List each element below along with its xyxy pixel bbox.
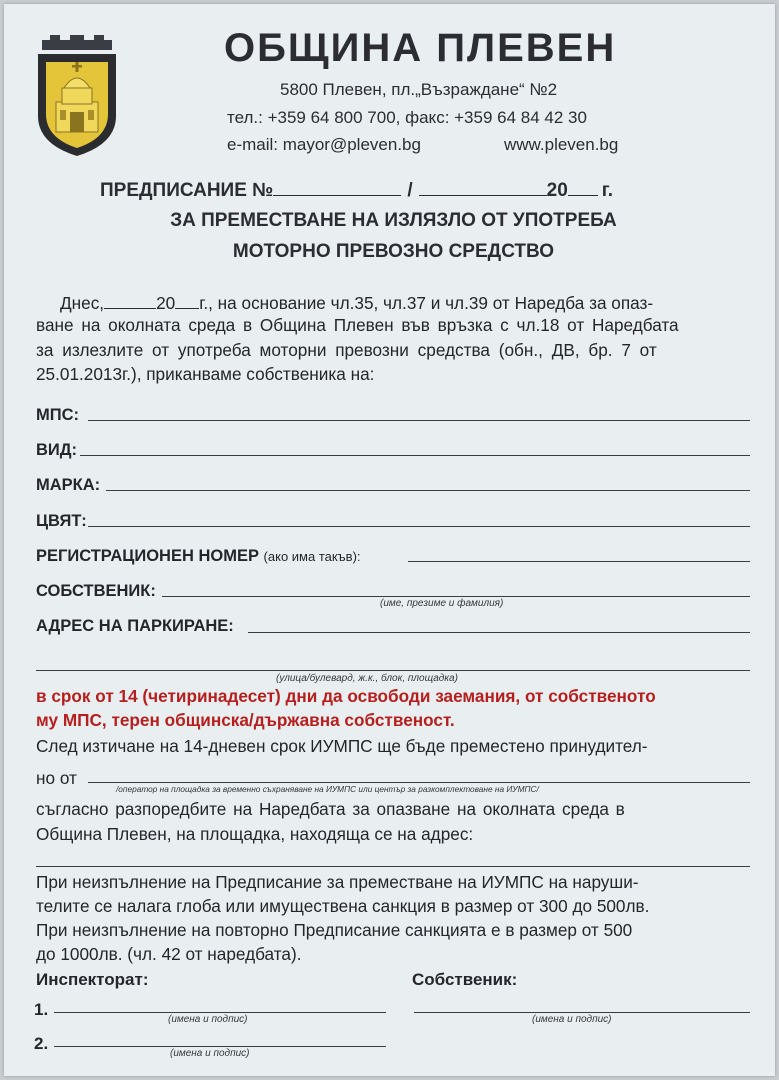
order-title-line3: МОТОРНО ПРЕВОЗНО СРЕДСТВО	[232, 241, 555, 262]
form-page	[4, 4, 775, 1076]
site-address-input-line[interactable]	[36, 866, 750, 867]
deadline-line1: в срок от 14 (четиринадесет) дни да освободи заемания, от собственото	[36, 686, 656, 706]
brand-input-line[interactable]	[106, 490, 750, 491]
pleven-coat-of-arms-icon	[34, 32, 120, 158]
intro-today: Днес,	[60, 293, 105, 313]
order-title-line2: ЗА ПРЕМЕСТВАНЕ НА ИЗЛЯЗЛО ОТ УПОТРЕБА	[170, 210, 617, 231]
type-input-line[interactable]	[80, 455, 750, 456]
operator-input-line[interactable]	[88, 782, 750, 783]
order-date-blank[interactable]	[419, 179, 547, 196]
label-parking-address: АДРЕС НА ПАРКИРАНЕ:	[36, 617, 234, 635]
municipality-name: ОБЩИНА ПЛЕВЕН	[224, 26, 617, 70]
registration-label: РЕГИСТРАЦИОНЕН НОМЕР	[36, 547, 259, 565]
penalty-line4: до 1000лв. (чл. 42 от наредбата).	[36, 944, 302, 964]
owner-hint: (име, презиме и фамилия)	[380, 598, 504, 609]
header-address: 5800 Плевен, пл.„Възраждане“ №2	[280, 80, 558, 99]
penalty-line1: При неизпълнение на Предписание за преместване на ИУМПС на наруши-	[36, 872, 639, 892]
order-title-prefix: ПРЕДПИСАНИЕ №	[100, 180, 274, 201]
order-number-line	[100, 179, 613, 202]
mps-input-line[interactable]	[88, 420, 750, 421]
inspector-1-hint: (имена и подпис)	[168, 1014, 248, 1025]
color-input-line[interactable]	[88, 526, 750, 527]
after-line2: но от	[36, 768, 77, 788]
order-year-blank[interactable]	[568, 179, 598, 196]
operator-hint: /оператор на площадка за временно съхраняване на ИУМПС или център за разкомплектоване на ИУМПС/	[116, 784, 539, 794]
intro-year: 20	[156, 293, 176, 313]
deadline-line2: му МПС, терен общинска/държавна собственост.	[36, 710, 455, 730]
parking-hint: (улица/булевард, ж.к., блок, площадка)	[276, 673, 458, 684]
owner-signature-hint: (имена и подпис)	[532, 1014, 612, 1025]
label-color: ЦВЯТ:	[36, 512, 87, 530]
intro-year-blank[interactable]	[175, 292, 199, 309]
header-website: www.pleven.bg	[504, 135, 619, 154]
registration-input-line[interactable]	[408, 561, 750, 562]
intro-line3: за излезлите от употреба моторни превозни средства (обн., ДВ, бр. 7 от	[36, 340, 657, 360]
after-line1: След изтичане на 14-дневен срок ИУМПС ще бъде преместено принудител-	[36, 736, 648, 756]
header-phones: тел.: +359 64 800 700, факс: +359 64 84 42 30	[227, 108, 587, 127]
inspector-2-number: 2.	[34, 1034, 49, 1053]
order-year: 20	[546, 180, 568, 201]
intro-legal-basis: г., на основание чл.35, чл.37 и чл.39 от Наредба за опаз-	[199, 293, 654, 313]
owner-signature-heading: Собственик:	[412, 970, 518, 989]
order-year-suffix: г.	[601, 180, 614, 201]
after-line3: съгласно разпоредбите на Наредбата за опазване на околната среда в	[36, 799, 625, 819]
parking-input-line1[interactable]	[248, 632, 750, 633]
inspector-2-hint: (имена и подпис)	[170, 1048, 250, 1059]
label-owner: СОБСТВЕНИК:	[36, 582, 156, 600]
inspector-1-number: 1.	[34, 1000, 49, 1019]
registration-note: (ако има такъв):	[263, 549, 361, 564]
label-type: ВИД:	[36, 441, 78, 459]
penalty-line3: При неизпълнение на повторно Предписание санкцията е в размер от 500	[36, 920, 633, 940]
owner-input-line[interactable]	[162, 596, 750, 597]
inspectorate-heading: Инспекторат:	[36, 970, 149, 989]
inspector-1-signature-line[interactable]	[54, 1012, 386, 1013]
intro-line1	[60, 292, 653, 312]
label-brand: МАРКА:	[36, 476, 101, 494]
parking-input-line2[interactable]	[36, 670, 750, 671]
intro-line4: 25.01.2013г.), приканваме собственика на:	[36, 364, 375, 384]
inspector-2-signature-line[interactable]	[54, 1046, 386, 1047]
after-line4: Община Плевен, на площадка, находяща се на адрес:	[36, 824, 474, 844]
header-email: e-mail: mayor@pleven.bg	[227, 135, 421, 154]
penalty-line2: телите се налага глоба или имуществена санкция в размер от 300 до 500лв.	[36, 896, 650, 916]
label-registration	[36, 547, 361, 566]
intro-day-blank[interactable]	[104, 292, 156, 309]
label-mps: МПС:	[36, 406, 80, 424]
order-slash: /	[407, 180, 413, 201]
owner-signature-line[interactable]	[414, 1012, 750, 1013]
order-number-blank[interactable]	[273, 179, 401, 196]
intro-line2: ване на околната среда в Община Плевен във връзка с чл.18 от Наредбата	[36, 315, 679, 335]
